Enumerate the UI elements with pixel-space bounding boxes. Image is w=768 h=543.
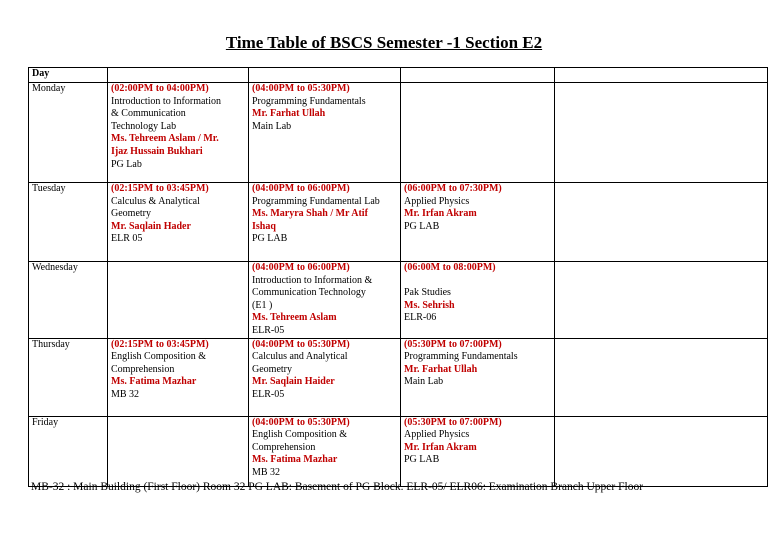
day-row — [29, 416, 768, 486]
room-name: MB 32 — [111, 388, 140, 400]
course-name: Comprehension — [111, 363, 175, 375]
teacher-name: Ms. Tehreem Aslam — [252, 312, 337, 324]
course-name: Comprehension — [252, 441, 316, 453]
slot-time: (04:00PM to 05:30PM) — [252, 338, 350, 350]
class-slot — [249, 262, 401, 339]
class-slot — [249, 416, 401, 486]
teacher-name: Ms. Fatima Mazhar — [252, 454, 338, 466]
empty-slot — [555, 83, 768, 183]
course-name: Programming Fundamentals — [404, 351, 518, 363]
course-name: & Communication — [111, 108, 186, 120]
empty-slot — [108, 262, 249, 339]
teacher-name: Mr. Saqlain Hader — [111, 220, 191, 232]
teacher-name: Mr. Irfan Akram — [404, 441, 477, 453]
course-name: (E1 ) — [252, 299, 273, 311]
teacher-name: Mr. Saqlain Haider — [252, 376, 335, 388]
header-cell — [249, 68, 401, 83]
empty-slot — [555, 416, 768, 486]
room-name: PG LAB — [404, 220, 440, 232]
teacher-name: Mr. Farhat Ullah — [404, 363, 478, 375]
course-name: Pak Studies — [404, 287, 451, 299]
class-slot — [108, 338, 249, 416]
room-name: PG LAB — [252, 233, 288, 245]
class-slot — [108, 183, 249, 262]
teacher-name: Ms. Fatima Mazhar — [111, 376, 197, 388]
timetable — [28, 67, 768, 487]
header-row — [29, 68, 768, 83]
teacher-name: Ishaq — [252, 220, 276, 232]
teacher-name: Ms. Tehreem Aslam / Mr. — [111, 133, 219, 145]
footer-note: MB-32 : Main Building (First Floor) Room 32 PG LAB: Basement of PG Block. ELR-05/ ELR06: Examination Branch Upper Floor — [31, 481, 644, 493]
spacer — [404, 275, 551, 288]
day-name: Wednesday — [29, 262, 108, 339]
course-name: Introduction to Information — [111, 95, 221, 107]
header-cell — [401, 68, 555, 83]
class-slot — [401, 338, 555, 416]
empty-slot — [555, 183, 768, 262]
slot-time: (02:15PM to 03:45PM) — [111, 183, 209, 194]
room-name: PG Lab — [111, 158, 142, 170]
room-name: Main Lab — [404, 376, 444, 388]
slot-time: (06:00PM to 07:30PM) — [404, 183, 502, 194]
teacher-name: Mr. Irfan Akram — [404, 208, 477, 220]
room-name: ELR-05 — [252, 324, 285, 336]
class-slot — [249, 338, 401, 416]
slot-time: (04:00PM to 06:00PM) — [252, 262, 350, 273]
course-name: Programming Fundamentals — [252, 95, 366, 107]
day-row — [29, 262, 768, 339]
slot-time: (04:00PM to 05:30PM) — [252, 83, 350, 94]
slot-time: (02:00PM to 04:00PM) — [111, 83, 209, 94]
slot-time: (05:30PM to 07:00PM) — [404, 338, 502, 350]
course-name: Geometry — [111, 208, 151, 220]
slot-time: (04:00PM to 06:00PM) — [252, 183, 350, 194]
day-column-header: Day — [29, 68, 108, 83]
class-slot — [249, 183, 401, 262]
course-name: Calculus & Analytical — [111, 195, 200, 207]
slot-time: (04:00PM to 05:30PM) — [252, 416, 350, 428]
day-row — [29, 183, 768, 262]
room-name: PG LAB — [404, 454, 440, 466]
slot-time: (06:00M to 08:00PM) — [404, 262, 496, 273]
course-name: Applied Physics — [404, 429, 470, 441]
day-name: Thursday — [29, 338, 108, 416]
course-name: English Composition & — [111, 351, 207, 363]
room-name: ELR 05 — [111, 233, 143, 245]
header-cell — [555, 68, 768, 83]
class-slot — [401, 262, 555, 339]
day-name: Monday — [29, 83, 108, 183]
room-name: Main Lab — [252, 120, 292, 132]
class-slot — [401, 416, 555, 486]
empty-slot — [108, 416, 249, 486]
course-name: Applied Physics — [404, 195, 470, 207]
course-name: Calculus and Analytical — [252, 351, 348, 363]
course-name: Geometry — [252, 363, 292, 375]
day-name: Friday — [29, 416, 108, 486]
course-name: Introduction to Information & — [252, 274, 373, 286]
day-row — [29, 338, 768, 416]
teacher-name: Mr. Farhat Ullah — [252, 108, 326, 120]
day-name: Tuesday — [29, 183, 108, 262]
course-name: Communication Technology — [252, 287, 366, 299]
room-name: ELR-05 — [252, 388, 285, 400]
empty-slot — [555, 338, 768, 416]
empty-slot — [401, 83, 555, 183]
header-cell — [108, 68, 249, 83]
slot-time: (02:15PM to 03:45PM) — [111, 338, 209, 350]
room-name: MB 32 — [252, 466, 281, 478]
class-slot — [108, 83, 249, 183]
room-name: ELR-06 — [404, 312, 437, 324]
class-slot — [249, 83, 401, 183]
empty-slot — [555, 262, 768, 339]
teacher-name: Ms. Maryra Shah / Mr Atif — [252, 208, 368, 220]
slot-time: (05:30PM to 07:00PM) — [404, 416, 502, 428]
teacher-name: Ms. Sehrish — [404, 299, 455, 311]
class-slot — [401, 183, 555, 262]
course-name: Programming Fundamental Lab — [252, 195, 380, 207]
course-name: Technology Lab — [111, 120, 177, 132]
day-row — [29, 83, 768, 183]
course-name: English Composition & — [252, 429, 348, 441]
page-title: Time Table of BSCS Semester -1 Section E2 — [225, 33, 543, 52]
teacher-name: Ijaz Hussain Bukhari — [111, 145, 203, 157]
